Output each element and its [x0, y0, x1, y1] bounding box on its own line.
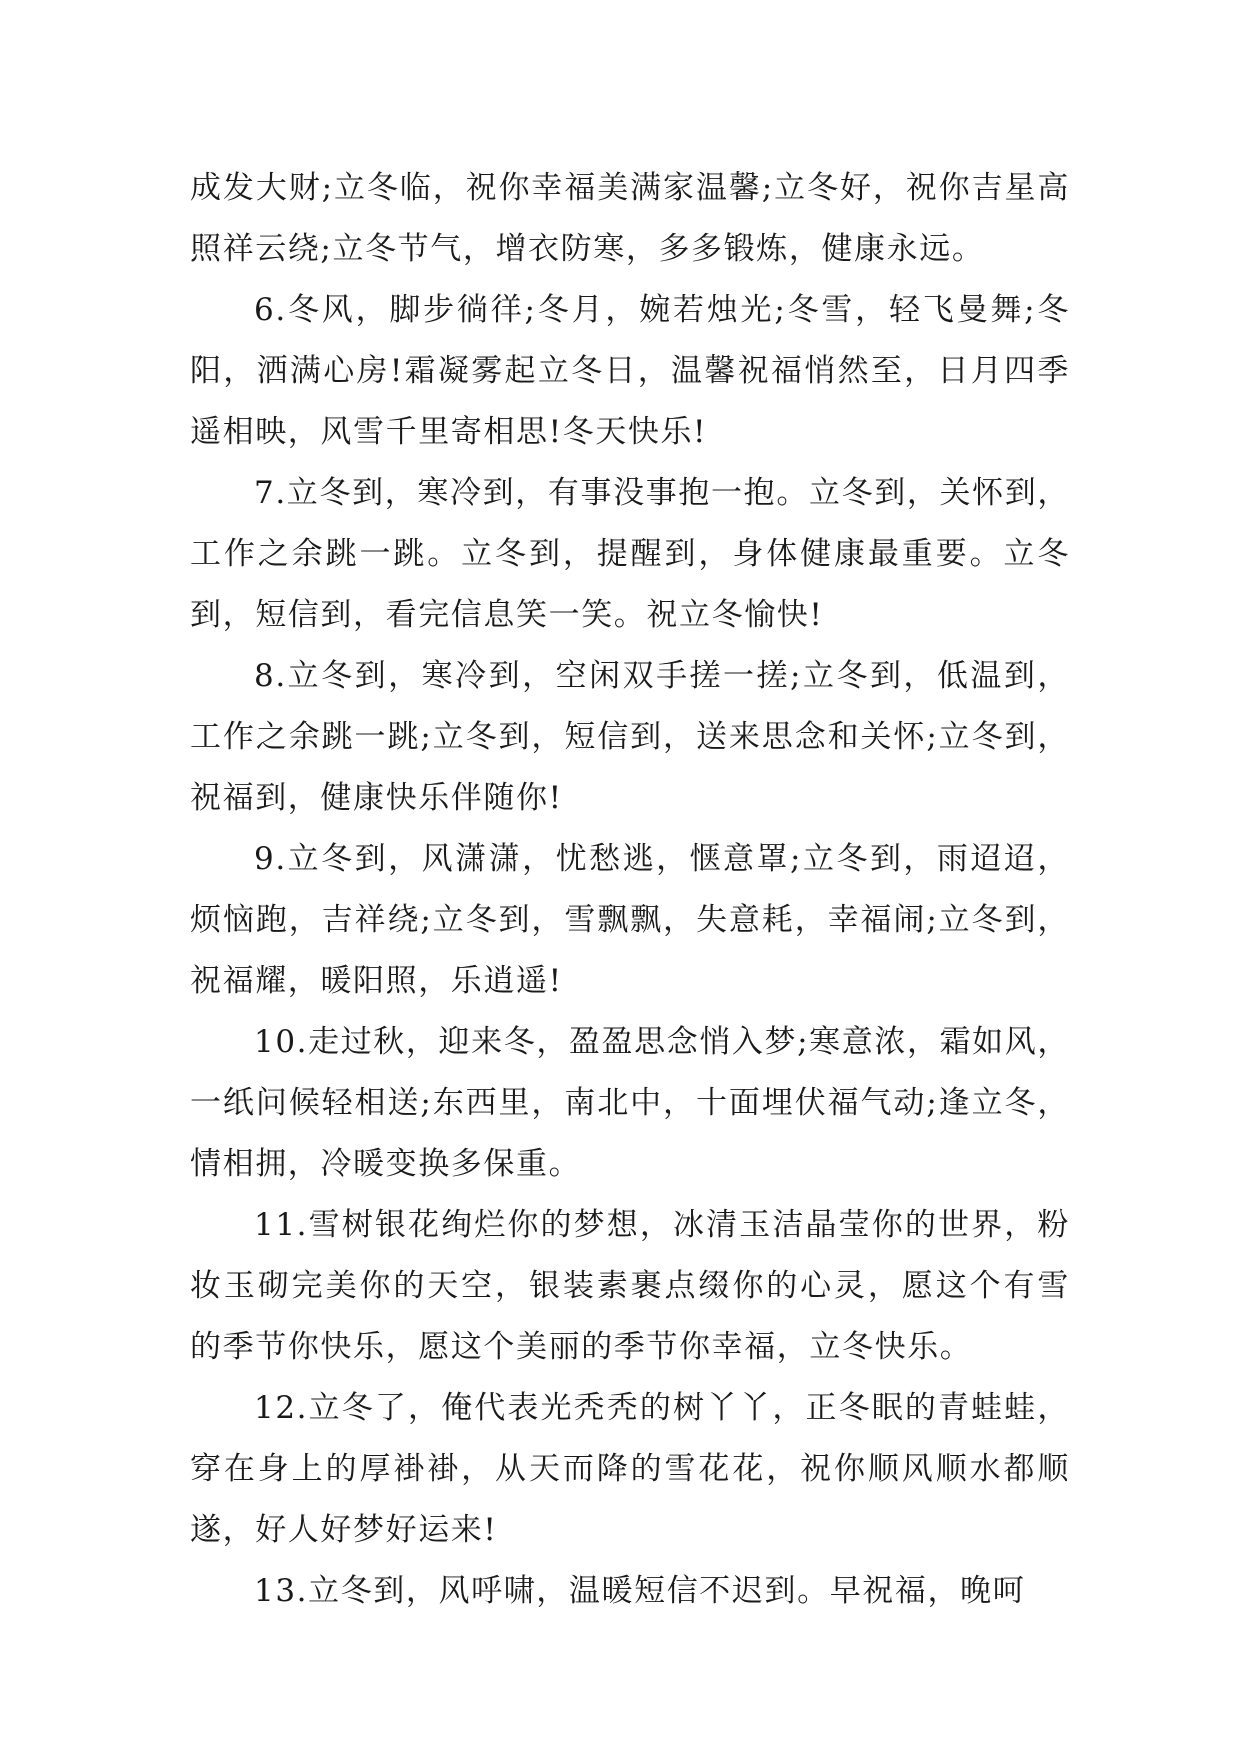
- paragraph: 6.冬风，脚步徜徉;冬月，婉若烛光;冬雪，轻飞曼舞;冬阳，洒满心房!霜凝雾起立冬日，温馨祝福悄然至，日月四季遥相映，风雪千里寄相思!冬天快乐!: [190, 292, 1070, 450]
- paragraph: 9.立冬到，风潇潇，忧愁逃，惬意罩;立冬到，雨迢迢，烦恼跑，吉祥绕;立冬到，雪飘飘，失意耗，幸福闹;立冬到，祝福耀，暖阳照，乐逍遥!: [190, 841, 1070, 999]
- paragraph: 10.走过秋，迎来冬，盈盈思念悄入梦;寒意浓，霜如风，一纸问候轻相送;东西里，南北中，十面埋伏福气动;逢立冬，情相拥，冷暖变换多保重。: [190, 1024, 1070, 1182]
- paragraph: 成发大财;立冬临，祝你幸福美满家温馨;立冬好，祝你吉星高照祥云绕;立冬节气，增衣防寒，多多锻炼，健康永远。: [190, 170, 1070, 267]
- document-body: [190, 158, 1070, 1622]
- paragraph: 11.雪树银花绚烂你的梦想，冰清玉洁晶莹你的世界，粉妆玉砌完美你的天空，银装素裹点缀你的心灵，愿这个有雪的季节你快乐，愿这个美丽的季节你幸福，立冬快乐。: [190, 1207, 1070, 1365]
- paragraph: 8.立冬到，寒冷到，空闲双手搓一搓;立冬到，低温到，工作之余跳一跳;立冬到，短信到，送来思念和关怀;立冬到，祝福到，健康快乐伴随你!: [190, 658, 1070, 816]
- paragraph: 7.立冬到，寒冷到，有事没事抱一抱。立冬到，关怀到，工作之余跳一跳。立冬到，提醒到，身体健康最重要。立冬到，短信到，看完信息笑一笑。祝立冬愉快!: [190, 475, 1070, 633]
- paragraph: 12.立冬了，俺代表光秃秃的树丫丫，正冬眠的青蛙蛙，穿在身上的厚褂褂，从天而降的雪花花，祝你顺风顺水都顺遂，好人好梦好运来!: [190, 1390, 1070, 1548]
- paragraph: 13.立冬到，风呼啸，温暖短信不迟到。早祝福，晚呵: [254, 1573, 1026, 1609]
